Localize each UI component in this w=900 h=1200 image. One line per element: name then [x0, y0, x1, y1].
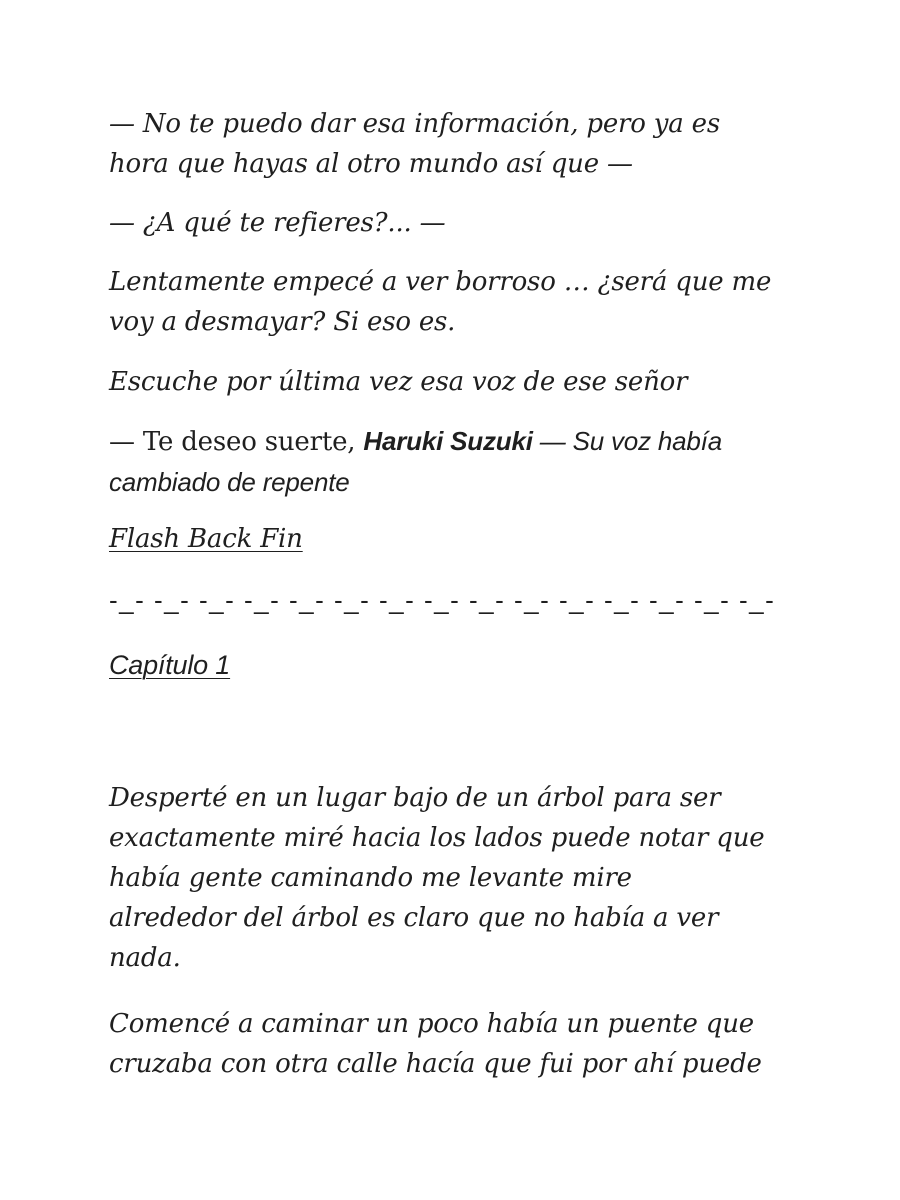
chapter-title-text: Capítulo 1	[109, 650, 231, 680]
flashback-end-label	[109, 519, 809, 559]
text-line: Escuche por última vez esa voz de ese señor	[109, 367, 688, 397]
paragraph-narration-1	[109, 262, 809, 342]
text-line: había gente caminando me levante mire	[109, 863, 632, 893]
text-line: alrededor del árbol es claro que no había a ver	[109, 903, 719, 933]
dialogue-prefix: — Te deseo suerte,	[109, 427, 364, 457]
text-line: nada.	[109, 943, 181, 973]
text-line: exactamente miré hacia los lados puede notar que	[109, 823, 765, 853]
text-line	[109, 421, 809, 462]
section-separator	[109, 580, 809, 620]
text-line: Lentamente empecé a ver borroso … ¿será que me	[109, 267, 772, 297]
text-line: Desperté en un lugar bajo de un árbol para ser	[109, 783, 721, 813]
text-line: hora que hayas al otro mundo así que —	[109, 149, 633, 179]
character-name: Haruki Suzuki	[363, 426, 533, 456]
separator-line: -_- -_- -_- -_- -_- -_- -_- -_- -_- -_- -_- -_- -_- -_- -_-	[109, 585, 776, 615]
paragraph-narration-4	[109, 1004, 809, 1084]
text-line: — No te puedo dar esa información, pero ya es	[109, 109, 720, 139]
paragraph-dialogue-1	[109, 104, 809, 184]
paragraph-narration-2	[109, 362, 809, 402]
text-line: cruzaba con otra calle hacía que fui por ahí puede	[109, 1049, 762, 1079]
chapter-title	[109, 645, 809, 685]
dialogue-suffix: — Su voz había	[532, 426, 722, 456]
paragraph-dialogue-3	[109, 421, 809, 502]
text-line: — ¿A qué te refieres?... —	[109, 208, 446, 238]
text-line: Comencé a caminar un poco había un puente que	[109, 1009, 754, 1039]
text-line: cambiado de repente	[109, 467, 350, 497]
text-line: voy a desmayar? Si eso es.	[109, 307, 456, 337]
paragraph-dialogue-2	[109, 203, 809, 243]
text-line: Flash Back Fin	[109, 524, 303, 554]
paragraph-narration-3	[109, 778, 809, 978]
